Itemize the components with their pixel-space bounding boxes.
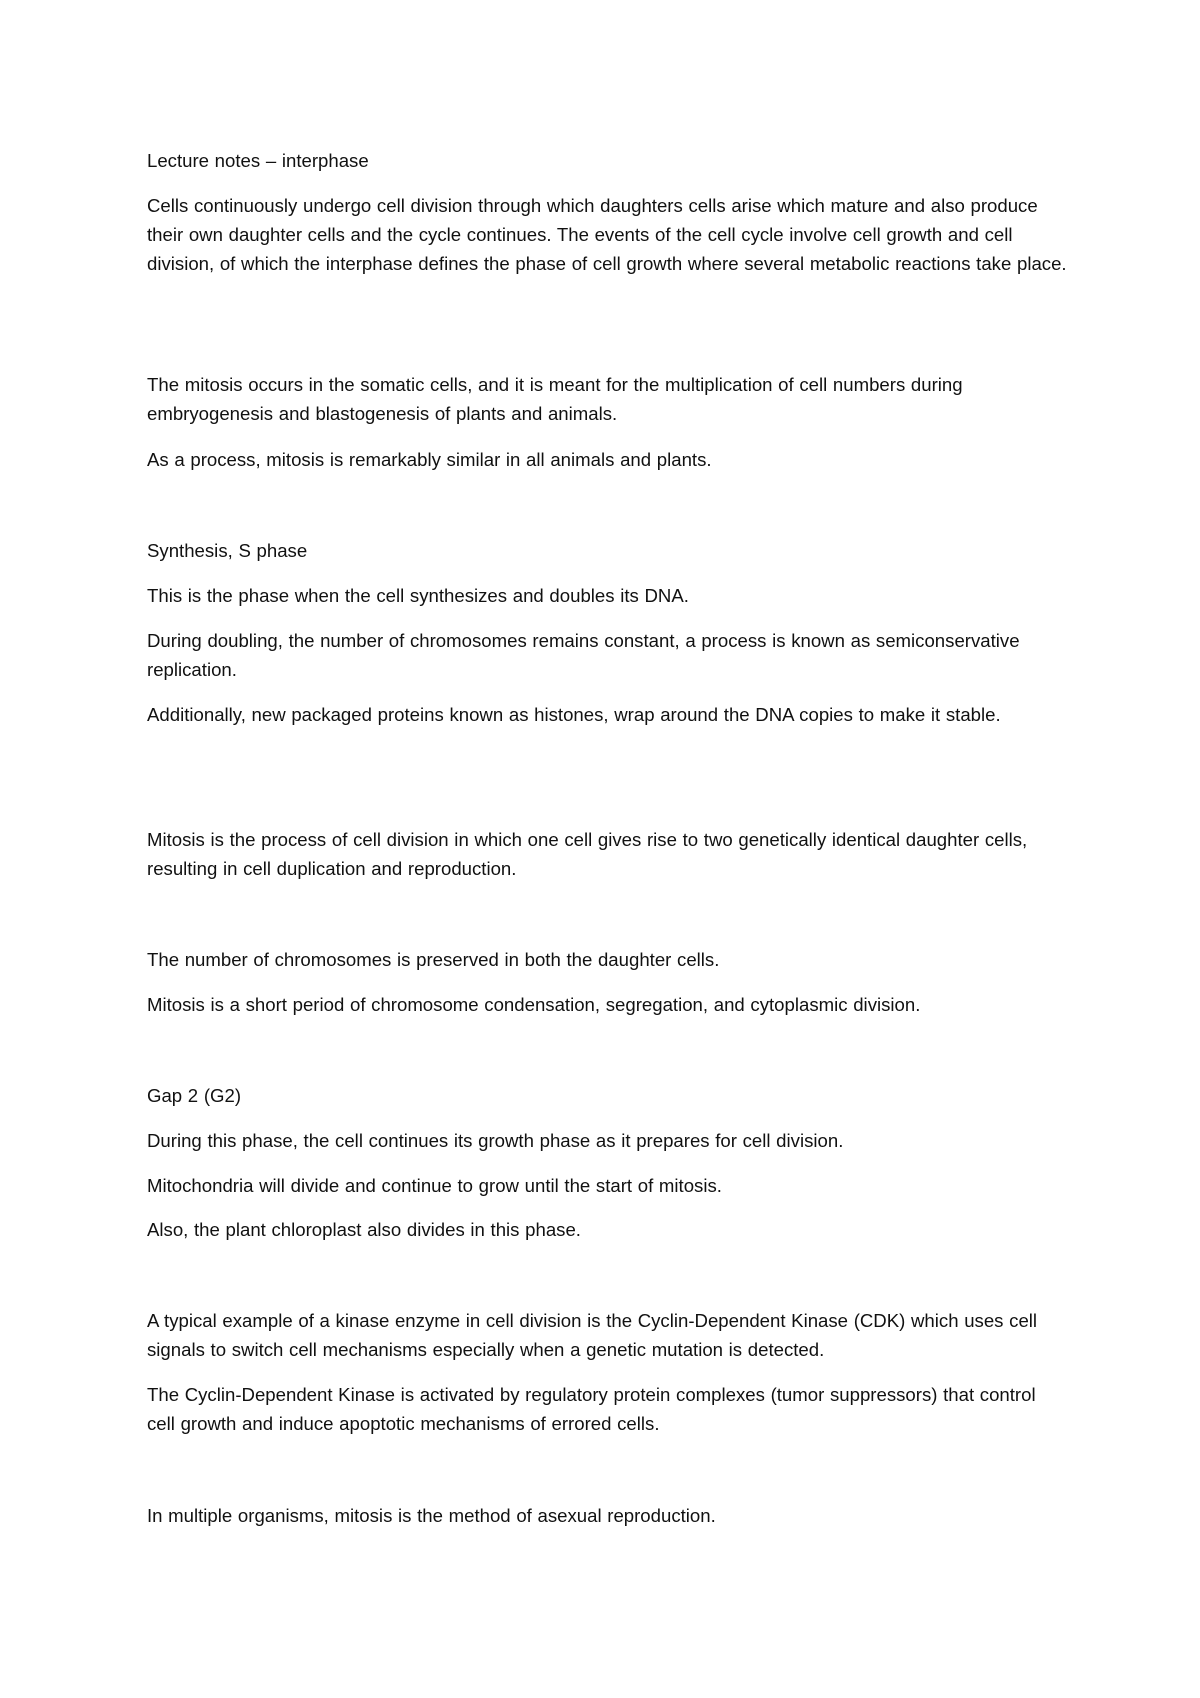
paragraph-chloroplast: Also, the plant chloroplast also divides in this phase.	[147, 1219, 581, 1240]
paragraph-chromosomes-preserved: The number of chromosomes is preserved in both the daughter cells.	[147, 949, 720, 970]
paragraph-asexual-reproduction: In multiple organisms, mitosis is the method of asexual reproduction.	[147, 1505, 716, 1526]
paragraph-histones: Additionally, new packaged proteins known as histones, wrap around the DNA copies to make it stable.	[147, 704, 1001, 725]
paragraph-cdk-example: A typical example of a kinase enzyme in cell division is the Cyclin-Dependent Kinase (CDK) which uses cell signals to switch cell mechanisms especially when a genetic mutation is detected.	[147, 1310, 1038, 1360]
paragraph-mitochondria: Mitochondria will divide and continue to grow until the start of mitosis.	[147, 1175, 722, 1196]
paragraph-cdk-activation: The Cyclin-Dependent Kinase is activated by regulatory protein complexes (tumor suppressors) that control cell growth and induce apoptotic mechanisms of errored cells.	[147, 1384, 1036, 1434]
heading-synthesis-s-phase: Synthesis, S phase	[147, 540, 308, 561]
paragraph-semiconservative: During doubling, the number of chromosomes remains constant, a process is known as semiconservative replication.	[147, 630, 1020, 680]
heading-gap-2: Gap 2 (G2)	[147, 1085, 242, 1106]
lecture-title: Lecture notes – interphase	[147, 150, 369, 171]
paragraph-mitosis-definition: Mitosis is the process of cell division in which one cell gives rise to two genetically identical daughter cells, resulting in cell duplication and reproduction.	[147, 829, 1028, 879]
paragraph-cell-division-intro: Cells continuously undergo cell division through which daughters cells arise which mature and also produce their own daughter cells and the cycle continues. The events of the cell cycle involve cell growth and cell division, of which the interphase defines the phase of cell growth where several metabolic reactions take place.	[147, 195, 1067, 274]
paragraph-mitosis-somatic: The mitosis occurs in the somatic cells, and it is meant for the multiplication of cell numbers during embryogenesis and blastogenesis of plants and animals.	[147, 374, 963, 424]
paragraph-g2-growth: During this phase, the cell continues its growth phase as it prepares for cell division.	[147, 1130, 844, 1151]
paragraph-mitosis-short-period: Mitosis is a short period of chromosome condensation, segregation, and cytoplasmic division.	[147, 994, 921, 1015]
paragraph-s-phase-dna: This is the phase when the cell synthesizes and doubles its DNA.	[147, 585, 689, 606]
paragraph-mitosis-similar: As a process, mitosis is remarkably similar in all animals and plants.	[147, 449, 712, 470]
